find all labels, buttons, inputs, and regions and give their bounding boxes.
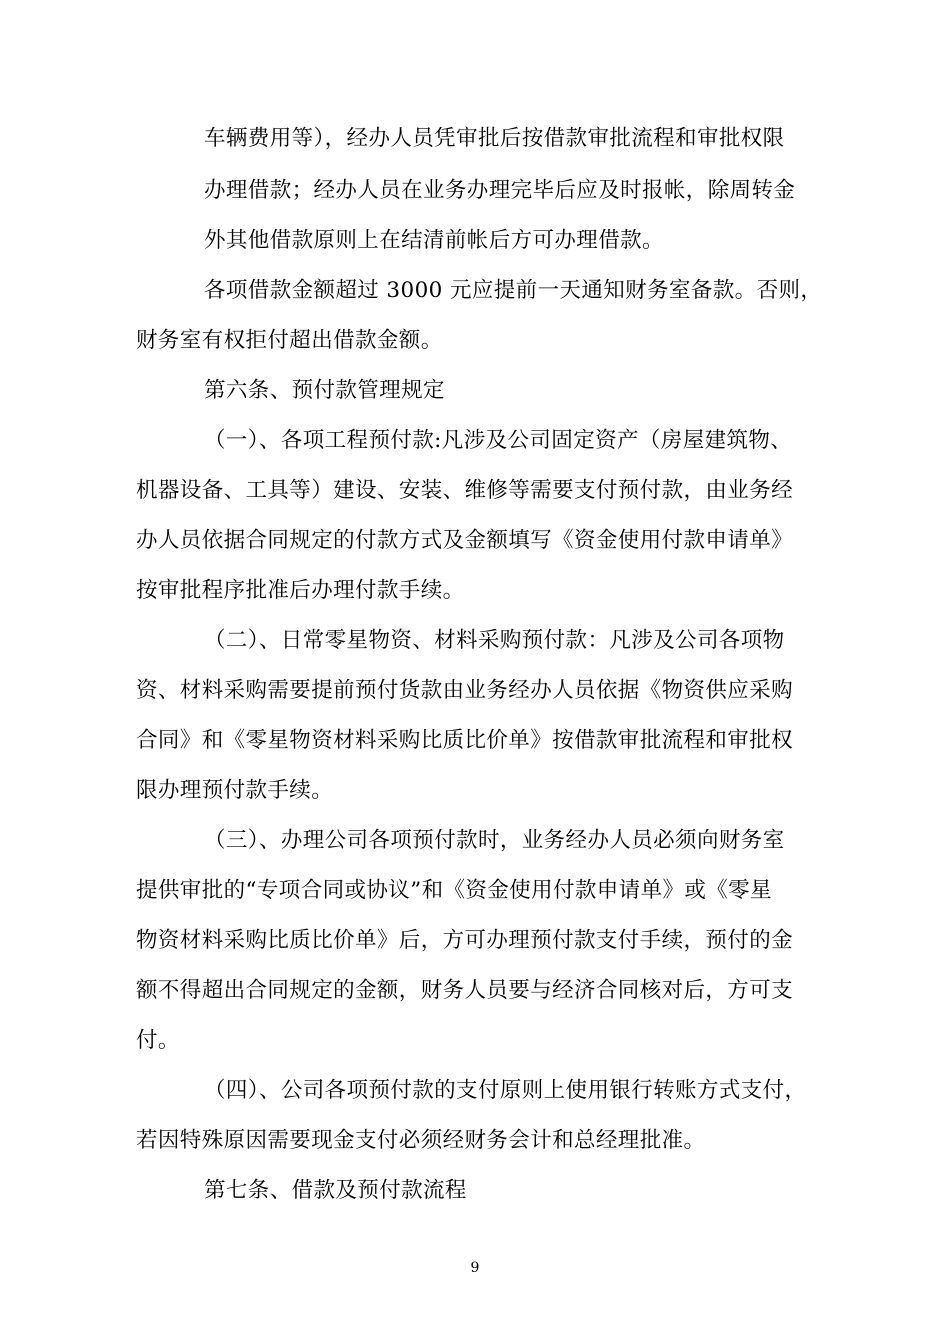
text-line-21: 若因特殊原因需要现金支付必须经财务会计和总经理批准。 [136, 1128, 706, 1153]
text-line-8: 机器设备、工具等）建设、安装、维修等需要支付预付款，由业务经 [136, 478, 794, 503]
text-line-9: 办人员依据合同规定的付款方式及金额填写《资金使用付款申请单》 [136, 528, 794, 553]
text-line-17: 物资材料采购比质比价单》后，方可办理预付款支付手续，预付的金 [136, 928, 794, 953]
text-line-20: （四）、公司各项预付款的支付原则上使用银行转账方式支付， [204, 1078, 807, 1103]
text-line-16: 提供审批的“专项合同或协议”和《资金使用付款申请单》或《零星 [136, 878, 772, 903]
text-line-12: 资、材料采购需要提前预付货款由业务经办人员依据《物资供应采购 [136, 678, 794, 703]
section-heading-article-7: 第七条、借款及预付款流程 [204, 1178, 467, 1203]
page-number: 9 [470, 1260, 480, 1276]
text-line-14: 限办理预付款手续。 [136, 778, 334, 803]
text-line-3: 外其他借款原则上在结清前帐后方可办理借款。 [204, 228, 664, 253]
section-heading-article-6: 第六条、预付款管理规定 [204, 378, 445, 403]
text-line-11: （二）、日常零星物资、材料采购预付款：凡涉及公司各项物 [204, 628, 785, 653]
text-line-19: 付。 [136, 1028, 180, 1053]
text-line-13: 合同》和《零星物资材料采购比质比价单》按借款审批流程和审批权 [136, 728, 794, 753]
text-line-10: 按审批程序批准后办理付款手续。 [136, 578, 465, 603]
text-line-2: 办理借款；经办人员在业务办理完毕后应及时报帐，除周转金 [204, 178, 796, 203]
text-line-18: 额不得超出合同规定的金额，财务人员要与经济合同核对后，方可支 [136, 978, 794, 1003]
text-line-15: （三）、办理公司各项预付款时，业务经办人员必须向财务室 [204, 828, 785, 853]
text-line-4: 各项借款金额超过 3000 元应提前一天通知财务室备款。否则， [204, 278, 823, 303]
text-line-1: 车辆费用等），经办人员凭审批后按借款审批流程和审批权限 [204, 126, 785, 151]
text-line-5: 财务室有权拒付超出借款金额。 [136, 328, 443, 353]
text-line-7: （一）、各项工程预付款:凡涉及公司固定资产（房屋建筑物、 [204, 428, 793, 453]
